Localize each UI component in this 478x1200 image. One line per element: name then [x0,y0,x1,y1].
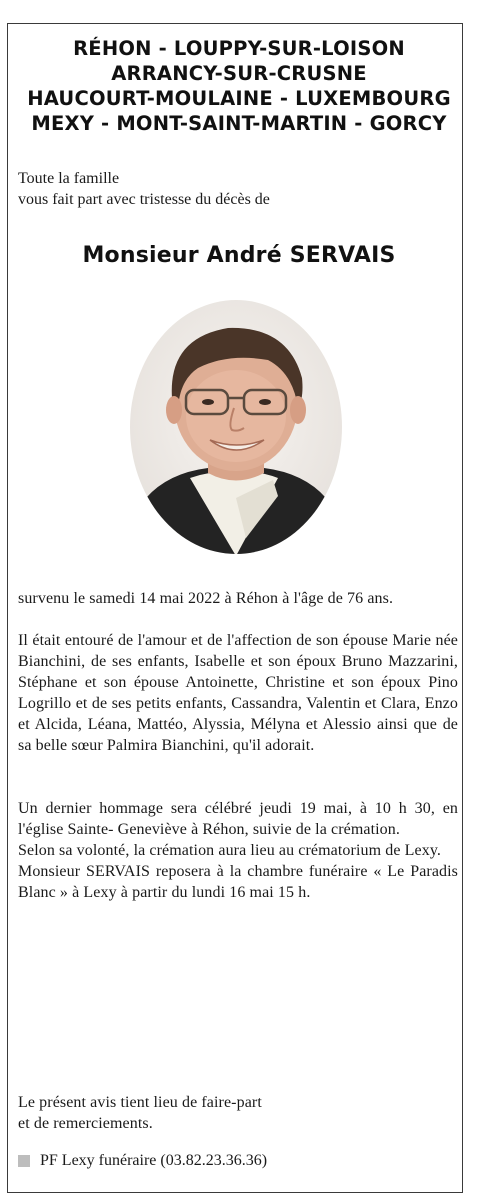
funeral-service-contact [18,1150,458,1171]
death-announcement: survenu le samedi 14 mai 2022 à Réhon à l'âge de 76 ans. [18,590,394,607]
header-line: HAUCOURT-MOULAINE - LUXEMBOURG [27,87,451,110]
funeral-home-text: Monsieur SERVAIS reposera à la chambre funéraire « Le Paradis Blanc » à Lexy à partir du lundi 16 mai 15 h. [18,863,458,901]
intro-line: vous fait part avec tristesse du décès de [18,191,270,208]
locations-header [0,36,478,136]
intro-line: Toute la famille [18,170,120,187]
closing-line: et de remerciements. [18,1115,153,1132]
closing-line: Le présent avis tient lieu de faire-part [18,1094,262,1111]
ceremony-paragraph [18,798,458,903]
header-line: MEXY - MONT-SAINT-MARTIN - GORCY [31,112,447,135]
funeral-service-text: PF Lexy funéraire (03.82.23.36.36) [40,1152,268,1169]
closing-note [18,1092,458,1134]
intro-text [18,168,458,210]
header-line: ARRANCY-SUR-CRUSNE [111,62,367,85]
portrait-photo [128,298,344,556]
deceased-name: Monsieur André SERVAIS [82,243,396,268]
cremation-text: Selon sa volonté, la crémation aura lieu au crématorium de Lexy. [18,842,441,859]
header-line: RÉHON - LOUPPY-SUR-LOISON [73,37,405,60]
family-paragraph: Il était entouré de l'amour et de l'affection de son épouse Marie née Bianchini, de ses enfants, Isabelle et son époux Bruno Mazzarini, Stéphane et son épouse Antoinette, Christine et son époux Pino Logrillo et de ses petits enfants, Cassandra, Valentin et Clara, Enzo et Alcida, Léana, Mattéo, Alyssia, Mélyna et Alessio ainsi que de sa belle sœur Palmira Bianchini, qu'il adorait. [18,632,458,754]
square-bullet-icon [18,1155,30,1167]
ceremony-text: Un dernier hommage sera célébré jeudi 19 mai, à 10 h 30, en l'église Sainte- Geneviève à Réhon, suivie de la crémation. [18,800,458,838]
